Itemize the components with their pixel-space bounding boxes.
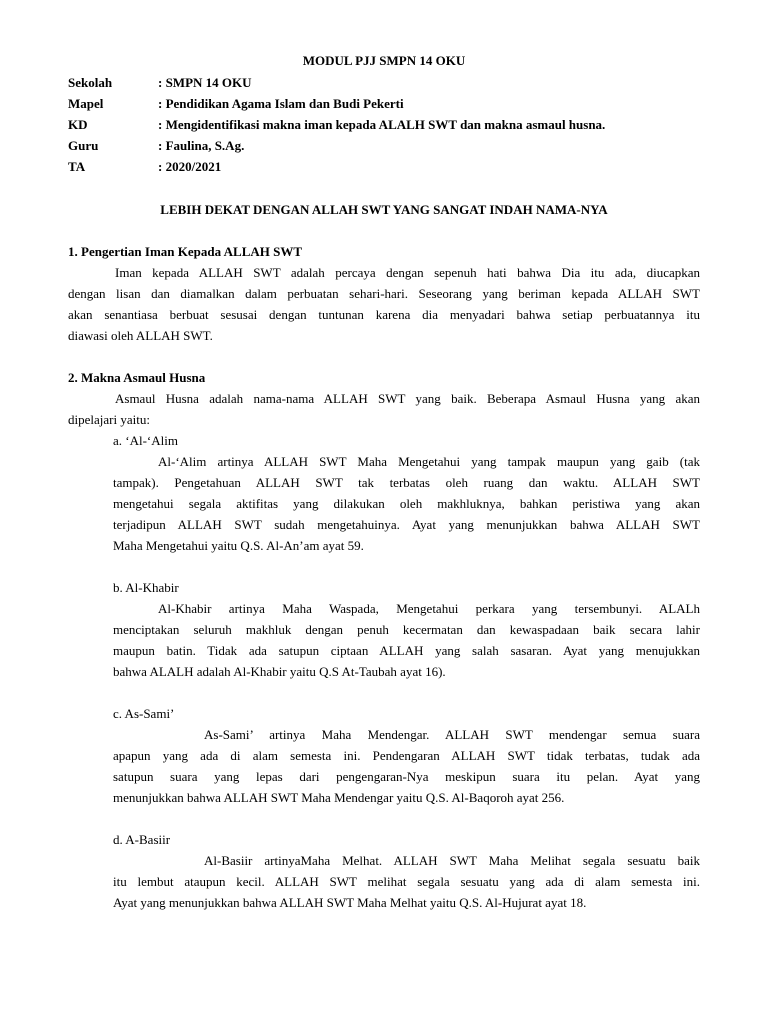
paragraph-line: Asmaul Husna adalah nama-nama ALLAH SWT yang baik. Beberapa Asmaul Husna yang akan [115, 391, 700, 406]
section-heading-2: 2. Makna Asmaul Husna [68, 370, 206, 385]
paragraph-line: mengetahui segala aktifitas yang dilakukan oleh makhluknya, bahkan peristiwa yang akan [113, 496, 700, 511]
paragraph-line: itu lembut ataupun kecil. ALLAH SWT melihat segala sesuatu yang ada di alam semesta ini. [113, 874, 700, 889]
item-title-as-sami: c. As-Sami’ [113, 706, 175, 721]
paragraph-line: As-Sami’ artinya Maha Mendengar. ALLAH SWT mendengar semua suara [204, 727, 700, 742]
paragraph-line: akan senantiasa berbuat sesusai dengan tuntunan karena dia menyadari bahwa setiap perbuatannya itu [68, 307, 700, 322]
document-subtitle: LEBIH DEKAT DENGAN ALLAH SWT YANG SANGAT INDAH NAMA-NYA [160, 202, 608, 217]
field-label-subject: Mapel [68, 96, 104, 111]
paragraph-line: maupun batin. Tidak ada satupun ciptaan ALLAH yang salah sasaran. Ayat yang menujukkan [113, 643, 700, 658]
paragraph-line: menunjukkan bahwa ALLAH SWT Maha Mendengar yaitu Q.S. Al-Baqoroh ayat 256. [113, 790, 565, 805]
item-title-al-khabir: b. Al-Khabir [113, 580, 179, 595]
paragraph-line: diawasi oleh ALLAH SWT. [68, 328, 213, 343]
field-label-kd: KD [68, 117, 88, 132]
paragraph-line: Al-‘Alim artinya ALLAH SWT Maha Mengetahui yang tampak maupun yang gaib (tak [158, 454, 700, 469]
paragraph-line: Al-Khabir artinya Maha Waspada, Mengetahui perkara yang tersembunyi. ALALh [158, 601, 700, 616]
paragraph-line: Ayat yang menunjukkan bahwa ALLAH SWT Maha Melhat yaitu Q.S. Al-Hujurat ayat 18. [113, 895, 587, 910]
field-value-kd: : Mengidentifikasi makna iman kepada ALALH SWT dan makna asmaul husna. [158, 117, 606, 132]
field-value-subject: : Pendidikan Agama Islam dan Budi Pekerti [158, 96, 404, 111]
field-value-teacher: : Faulina, S.Ag. [158, 138, 245, 153]
field-label-year: TA [68, 159, 86, 174]
paragraph-line: dengan lisan dan diamalkan dalam perbuatan sehari-hari. Seseorang yang beriman kepada ALLAH SWT [68, 286, 700, 301]
paragraph-line: dipelajari yaitu: [68, 412, 150, 427]
field-label-teacher: Guru [68, 138, 99, 153]
section-heading-1: 1. Pengertian Iman Kepada ALLAH SWT [68, 244, 303, 259]
paragraph-line: tampak). Pengetahuan ALLAH SWT tak terbatas oleh ruang dan waktu. ALLAH SWT [113, 475, 700, 490]
paragraph-line: menciptakan seluruh makhluk dengan penuh kecermatan dan kewaspadaan baik secara lahir [113, 622, 700, 637]
item-title-al-alim: a. ‘Al-‘Alim [113, 433, 178, 448]
field-value-school: : SMPN 14 OKU [158, 75, 252, 90]
field-value-year: : 2020/2021 [158, 159, 222, 174]
module-title: MODUL PJJ SMPN 14 OKU [302, 53, 466, 68]
paragraph-line: satupun suara yang lepas dari pengengaran-Nya meskipun suara itu pelan. Ayat yang [113, 769, 700, 784]
paragraph-line: apapun yang ada di alam semesta ini. Pendengaran ALLAH SWT tidak terbatas, tudak ada [113, 748, 700, 763]
paragraph-line: Iman kepada ALLAH SWT adalah percaya dengan sepenuh hati bahwa Dia itu ada, diucapkan [115, 265, 700, 280]
paragraph-line: terjadipun ALLAH SWT sudah mengetahuinya. Ayat yang menunjukkan bahwa ALLAH SWT [113, 517, 700, 532]
item-title-al-basiir: d. A-Basiir [113, 832, 171, 847]
field-label-school: Sekolah [68, 75, 113, 90]
paragraph-line: Al-Basiir artinyaMaha Melhat. ALLAH SWT Maha Melihat segala sesuatu baik [204, 853, 700, 868]
paragraph-line: Maha Mengetahui yaitu Q.S. Al-An’am ayat 59. [113, 538, 364, 553]
paragraph-line: bahwa ALALH adalah Al-Khabir yaitu Q.S At-Taubah ayat 16). [113, 664, 446, 679]
